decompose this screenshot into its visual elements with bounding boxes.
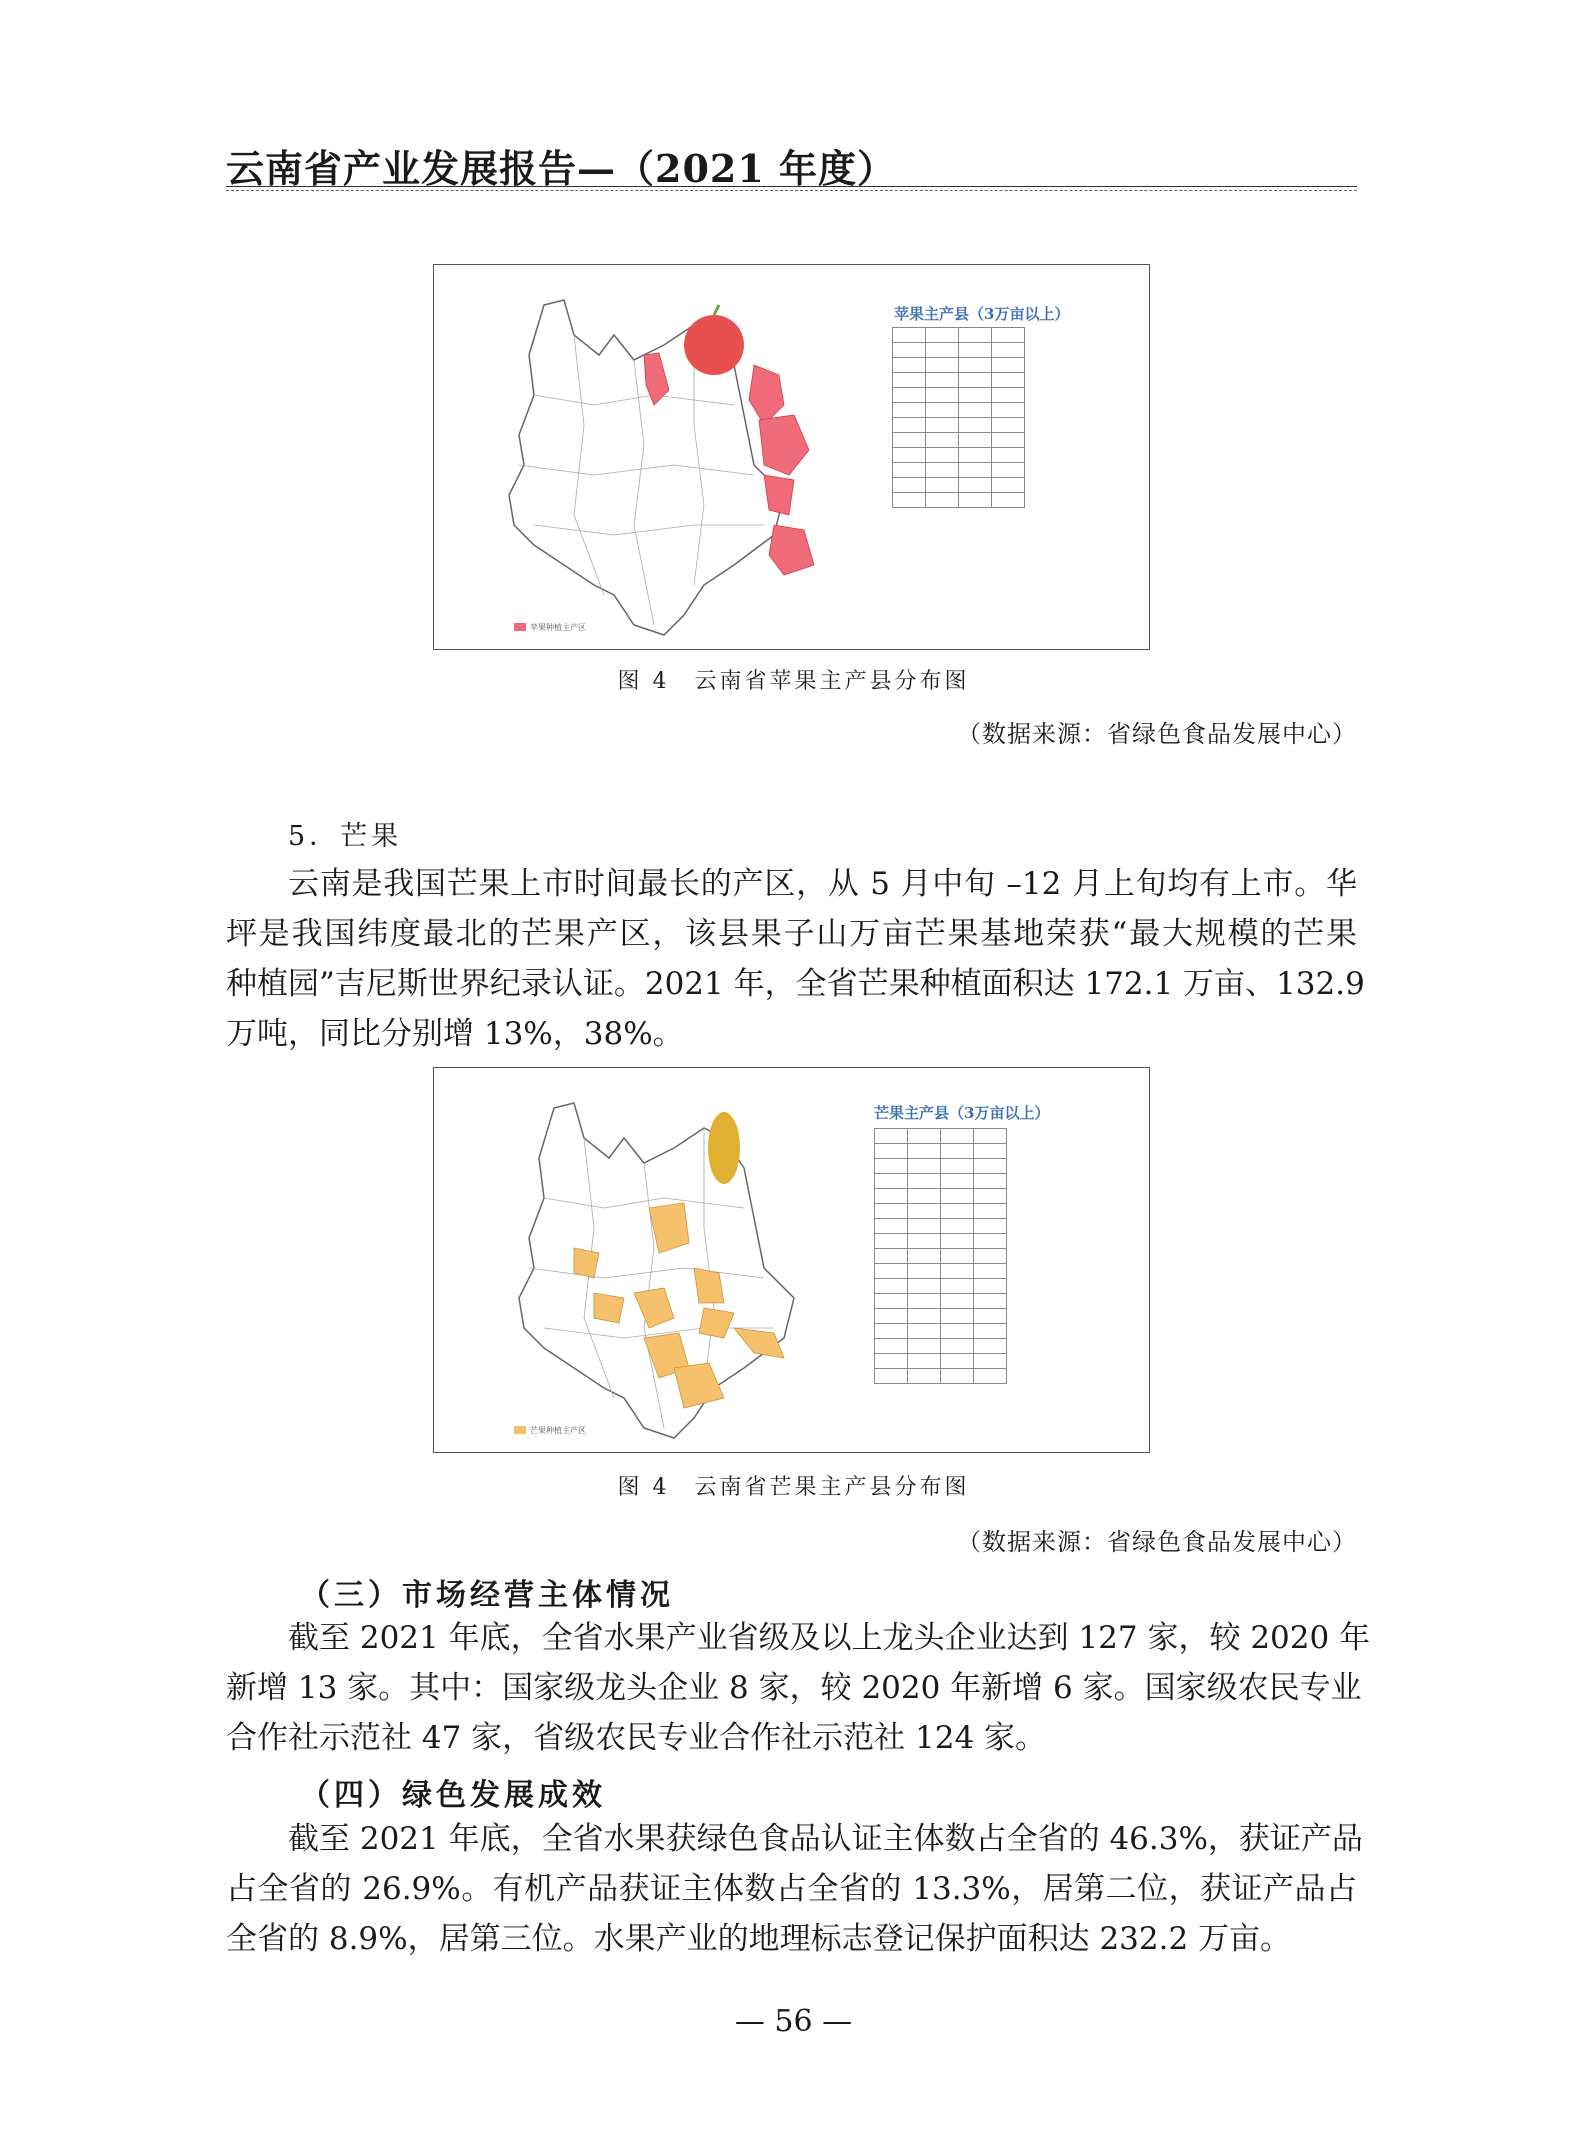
figure-caption: 图 4 云南省芒果主产县分布图 [617,1475,970,1500]
paragraph-line: 占全省的 26.9%。有机产品获证主体数占全省的 13.3%，居第二位，获证产品占 [226,1871,1357,1907]
mango-icon [708,1112,740,1184]
paragraph-line: 截至 2021 年底，全省水果获绿色食品认证主体数占全省的 46.3%，获证产品 [288,1821,1363,1857]
table-title: 芒果主产县（3万亩以上） [874,1104,1050,1122]
mango-county-table [874,1128,1007,1384]
page-number: — 56 — [734,2004,853,2039]
data-source: （数据来源：省绿色食品发展中心） [957,1528,1357,1556]
paragraph-line: 截至 2021 年底，全省水果产业省级及以上龙头企业达到 127 家，较 2020 年 [288,1620,1371,1656]
table-title: 苹果主产县（3万亩以上） [894,305,1070,323]
yunnan-map-mango [434,1068,1149,1452]
paragraph-line: 全省的 8.9%，居第三位。水果产业的地理标志登记保护面积达 232.2 万亩。 [226,1921,1292,1957]
apple-map-figure [433,264,1150,650]
data-source: （数据来源：省绿色食品发展中心） [957,720,1357,748]
apple-county-table [892,327,1025,508]
map-legend: 芒果种植主产区 [530,1426,586,1435]
section-heading: （四）绿色发展成效 [300,1778,606,1813]
header-rule-dashed [226,190,1357,191]
mango-map-figure [433,1067,1150,1453]
paragraph-line: 云南是我国芒果上市时间最长的产区，从 5 月中旬 –12 月上旬均有上市。华 [288,866,1357,902]
paragraph-line: 新增 13 家。其中：国家级龙头企业 8 家，较 2020 年新增 6 家。国家级农民专业 [226,1670,1362,1706]
header-rule [226,186,1357,187]
paragraph-line: 万吨，同比分别增 13%，38%。 [226,1016,684,1052]
paragraph-line: 合作社示范社 47 家，省级农民专业合作社示范社 124 家。 [226,1720,1047,1756]
running-header: 云南省产业发展报告—（2021 年度） [226,146,896,191]
map-legend: 苹果种植主产区 [530,623,586,632]
apple-icon [684,315,744,375]
paragraph-line: 种植园”吉尼斯世界纪录认证。2021 年，全省芒果种植面积达 172.1 万亩、132.9 [226,966,1365,1002]
section-heading: 5．芒果 [288,821,403,852]
paragraph-line: 坪是我国纬度最北的芒果产区，该县果子山万亩芒果基地荣获“最大规模的芒果 [226,916,1357,952]
figure-caption: 图 4 云南省苹果主产县分布图 [617,669,970,694]
section-heading: （三）市场经营主体情况 [300,1578,674,1613]
